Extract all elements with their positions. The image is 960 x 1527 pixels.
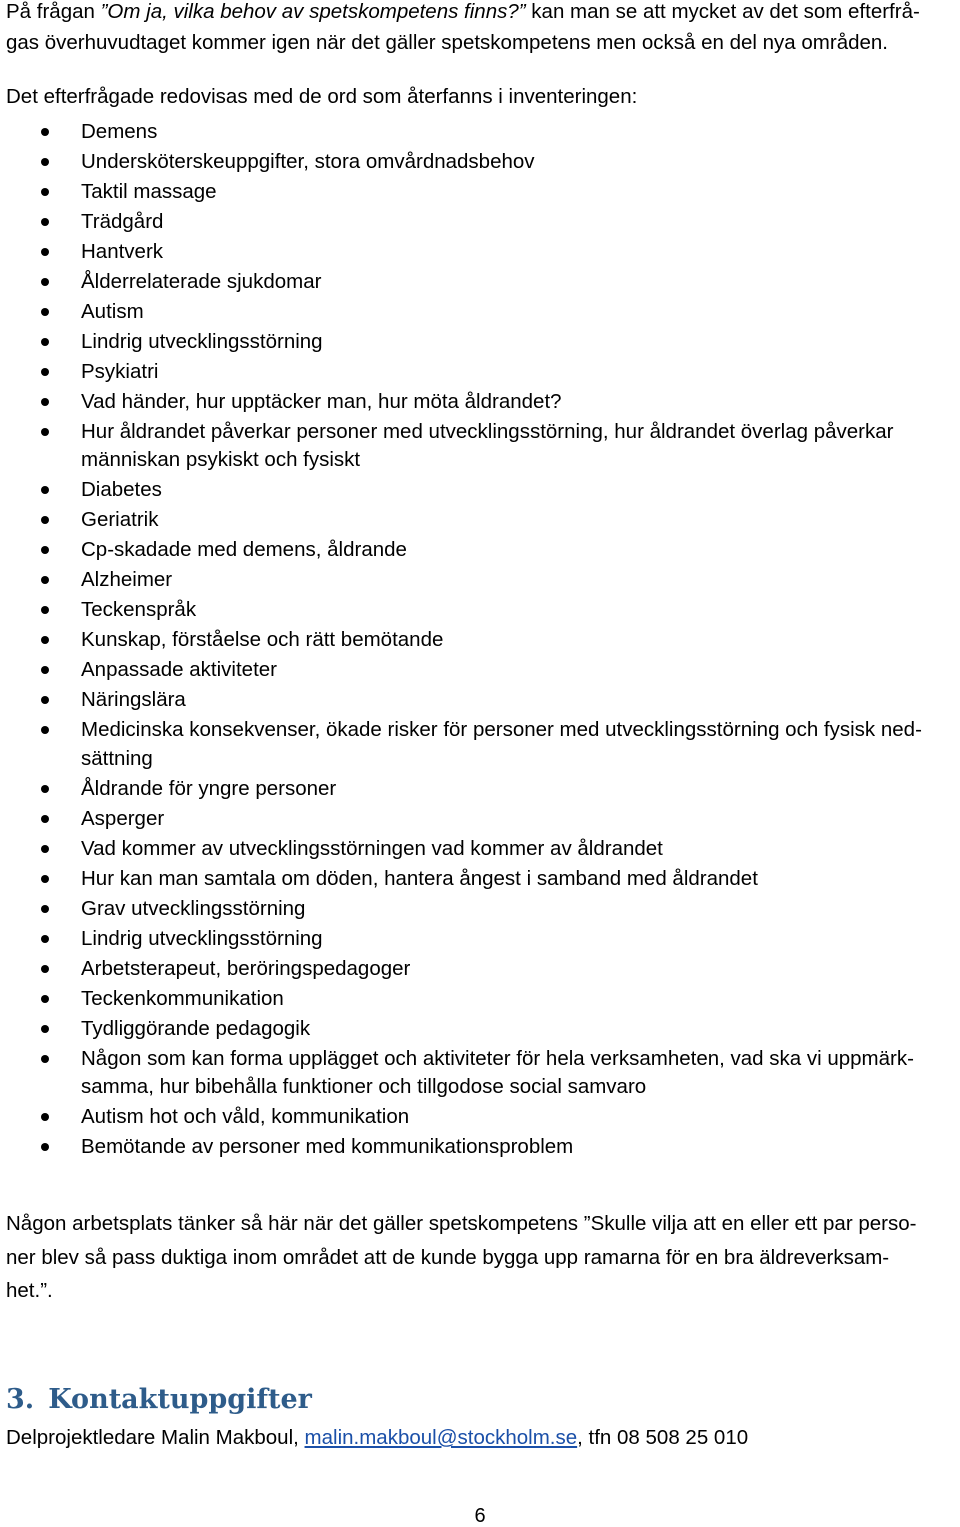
list-item-text: Ålderrelaterade sjukdomar <box>81 269 322 293</box>
list-item <box>0 864 960 894</box>
list-item-text: Undersköterskeuppgifter, stora omvårdnadsbehov <box>81 149 535 173</box>
list-item <box>0 685 960 715</box>
bullet-icon <box>41 636 49 644</box>
list-item <box>0 207 960 237</box>
contact-prefix: Delprojektledare Malin Makboul, <box>6 1426 305 1449</box>
list-item <box>0 475 960 505</box>
list-item-text: Någon som kan forma upplägget och aktiviteter för hela verksamheten, vad ska vi uppmärk- <box>81 1046 914 1070</box>
list-item-text: människan psykiskt och fysiskt <box>81 448 361 472</box>
list-item <box>0 357 960 387</box>
bullet-icon <box>41 1025 49 1033</box>
list-item-text: Diabetes <box>81 478 162 502</box>
list-item <box>0 804 960 834</box>
list-item-text: Arbetsterapeut, beröringspedagoger <box>81 956 411 980</box>
list-item-text: Teckenspråk <box>81 598 197 622</box>
list-item <box>0 505 960 535</box>
list-item <box>0 625 960 655</box>
list-item-text: Teckenkommunikation <box>81 986 284 1010</box>
list-item-text: Näringslära <box>81 688 186 712</box>
list-item-text: Anpassade aktiviteter <box>81 658 278 682</box>
list-item-text: Trädgård <box>81 209 164 233</box>
list-item-text: Hantverk <box>81 239 164 263</box>
bullet-icon <box>41 875 49 883</box>
bullet-icon <box>41 815 49 823</box>
bullet-icon <box>41 1055 49 1063</box>
list-item <box>0 1102 960 1132</box>
bullet-icon <box>41 726 49 734</box>
list-item <box>0 924 960 954</box>
list-item <box>0 327 960 357</box>
intro-quote: ”Om ja, vilka behov av spetskompetens finns?” <box>100 0 526 23</box>
bullet-icon <box>41 995 49 1003</box>
closing-line-2: ner blev så pass duktiga inom området att de kunde bygga upp ramarna för en bra äldreverksam- <box>6 1245 890 1269</box>
list-item-text: Bemötande av personer med kommunikationsproblem <box>81 1135 574 1159</box>
list-item-text: Tydliggörande pedagogik <box>81 1016 311 1040</box>
list-item-text: Geriatrik <box>81 508 159 532</box>
bullet-icon <box>41 158 49 166</box>
list-item <box>0 1132 960 1162</box>
bullet-icon <box>41 606 49 614</box>
list-item <box>0 655 960 685</box>
list-item-text: Autism hot och våld, kommunikation <box>81 1105 410 1129</box>
list-item <box>0 387 960 417</box>
bullet-icon <box>41 546 49 554</box>
bullet-icon <box>41 935 49 943</box>
bullet-icon <box>41 308 49 316</box>
list-item-text: Kunskap, förståelse och rätt bemötande <box>81 628 444 652</box>
list-item <box>0 535 960 565</box>
bullet-icon <box>41 398 49 406</box>
list-item-text: Hur kan man samtala om döden, hantera ångest i samband med åldrandet <box>81 866 758 890</box>
bullet-icon <box>41 188 49 196</box>
lead-paragraph: Det efterfrågade redovisas med de ord som återfanns i inventeringen: <box>6 85 638 108</box>
list-item <box>0 267 960 297</box>
bullet-icon <box>41 1143 49 1151</box>
list-item <box>0 117 960 147</box>
list-item-text: Grav utvecklingsstörning <box>81 896 306 920</box>
list-item <box>0 177 960 207</box>
list-item-text: Psykiatri <box>81 359 159 383</box>
bullet-icon <box>41 368 49 376</box>
list-item <box>0 834 960 864</box>
list-item <box>0 297 960 327</box>
intro-prefix: På frågan <box>6 0 101 23</box>
list-item-text: Lindrig utvecklingsstörning <box>81 329 323 353</box>
list-item <box>0 1044 960 1102</box>
intro-line-2: gas överhuvudtaget kommer igen när det gäller spetskompetens men också en del nya områden. <box>6 31 889 54</box>
list-item <box>0 595 960 625</box>
bullet-icon <box>41 696 49 704</box>
bullet-icon <box>41 845 49 853</box>
list-item <box>0 954 960 984</box>
list-item <box>0 774 960 804</box>
list-item-text: Vad kommer av utvecklingsstörningen vad kommer av åldrandet <box>81 836 663 860</box>
contact-suffix: , tfn 08 508 25 010 <box>577 1426 749 1449</box>
closing-line-1: Någon arbetsplats tänker så här när det gäller spetskompetens ”Skulle vilja att en eller ett par perso- <box>6 1212 917 1235</box>
list-item-text: Cp-skadade med demens, åldrande <box>81 538 407 562</box>
list-item-text: Taktil massage <box>81 179 217 203</box>
list-item <box>0 417 960 475</box>
bullet-icon <box>41 218 49 226</box>
list-item-text: Åldrande för yngre personer <box>81 776 337 800</box>
list-item <box>0 984 960 1014</box>
list-item-text: Demens <box>81 119 158 143</box>
closing-paragraph <box>6 1207 956 1308</box>
list-item-text: Hur åldrandet påverkar personer med utvecklingsstörning, hur åldrandet överlag påverkar <box>81 419 894 443</box>
bullet-icon <box>41 516 49 524</box>
bullet-icon <box>41 248 49 256</box>
page-number: 6 <box>474 1505 486 1527</box>
list-item <box>0 715 960 773</box>
closing-line-3: het.”. <box>6 1279 53 1302</box>
bullet-icon <box>41 1113 49 1121</box>
intro-line-1 <box>6 0 920 24</box>
section-heading <box>6 1383 312 1417</box>
intro-suffix: kan man se att mycket av det som efterfrå- <box>525 0 920 23</box>
bullet-icon <box>41 576 49 584</box>
bullet-icon <box>41 128 49 136</box>
bullet-icon <box>41 278 49 286</box>
bullet-icon <box>41 785 49 793</box>
section-number: 3. <box>6 1384 35 1415</box>
bullet-icon <box>41 666 49 674</box>
bullet-icon <box>41 338 49 346</box>
list-item-text: Alzheimer <box>81 568 173 592</box>
list-item <box>0 237 960 267</box>
list-item <box>0 894 960 924</box>
bullet-icon <box>41 486 49 494</box>
contact-line <box>6 1425 748 1451</box>
list-item-text: sättning <box>81 746 153 770</box>
list-item-text: Lindrig utvecklingsstörning <box>81 926 323 950</box>
list-item-text: Medicinska konsekvenser, ökade risker för personer med utvecklingsstörning och fysisk ned- <box>81 718 922 742</box>
section-title: Kontaktuppgifter <box>48 1384 312 1415</box>
list-item <box>0 147 960 177</box>
list-item <box>0 1014 960 1044</box>
bullet-list <box>0 117 960 1162</box>
list-item-text: Asperger <box>81 806 165 830</box>
bullet-icon <box>41 428 49 436</box>
list-item <box>0 565 960 595</box>
list-item-text: Autism <box>81 299 144 323</box>
bullet-icon <box>41 905 49 913</box>
bullet-icon <box>41 965 49 973</box>
list-item-text: Vad händer, hur upptäcker man, hur möta åldrandet? <box>81 389 562 413</box>
list-item-text: samma, hur bibehålla funktioner och tillgodose social samvaro <box>81 1075 647 1099</box>
email-link[interactable]: malin.makboul@stockholm.se <box>304 1426 578 1449</box>
